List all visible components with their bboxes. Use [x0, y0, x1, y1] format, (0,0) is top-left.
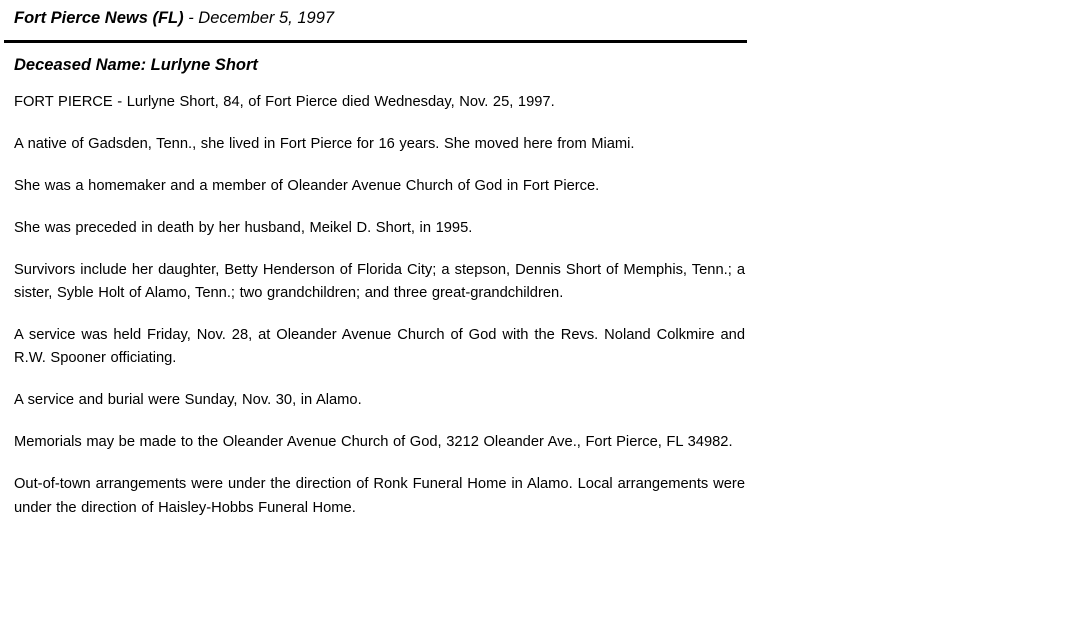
masthead: [14, 9, 1077, 28]
deceased-name-heading: Deceased Name: Lurlyne Short: [14, 56, 258, 74]
paragraph-survivors: Survivors include her daughter, Betty Henderson of Florida City; a stepson, Dennis Short of Memphis, Tenn.; a sister, Syble Holt of Alamo, Tenn.; two grandchildren; and three great-grandchildren.: [14, 262, 745, 302]
paragraph-service: A service was held Friday, Nov. 28, at Oleander Avenue Church of God with the Revs. Noland Colkmire and R.W. Spooner officiating.: [14, 327, 745, 367]
paragraph-death-notice: FORT PIERCE - Lurlyne Short, 84, of Fort Pierce died Wednesday, Nov. 25, 1997.: [14, 94, 555, 110]
paragraph-arrangements: Out-of-town arrangements were under the direction of Ronk Funeral Home in Alamo. Local arrangements were under the direction of Haisley-Hobbs Funeral Home.: [14, 476, 745, 516]
paragraph-occupation: She was a homemaker and a member of Oleander Avenue Church of God in Fort Pierce.: [14, 178, 600, 194]
masthead-section: [14, 9, 1077, 75]
publication-name: Fort Pierce News (FL): [14, 9, 184, 27]
paragraph-background: A native of Gadsden, Tenn., she lived in Fort Pierce for 16 years. She moved here from Miami.: [14, 136, 635, 152]
paragraph-memorials: Memorials may be made to the Oleander Avenue Church of God, 3212 Oleander Ave., Fort Pierce, FL 34982.: [14, 434, 733, 451]
divider-rule: [4, 40, 747, 43]
paragraph-preceded-in-death: She was preceded in death by her husband, Meikel D. Short, in 1995.: [14, 220, 473, 236]
article-body: [14, 91, 745, 520]
publication-date: - December 5, 1997: [188, 9, 335, 27]
paragraph-burial: A service and burial were Sunday, Nov. 30, in Alamo.: [14, 392, 362, 409]
